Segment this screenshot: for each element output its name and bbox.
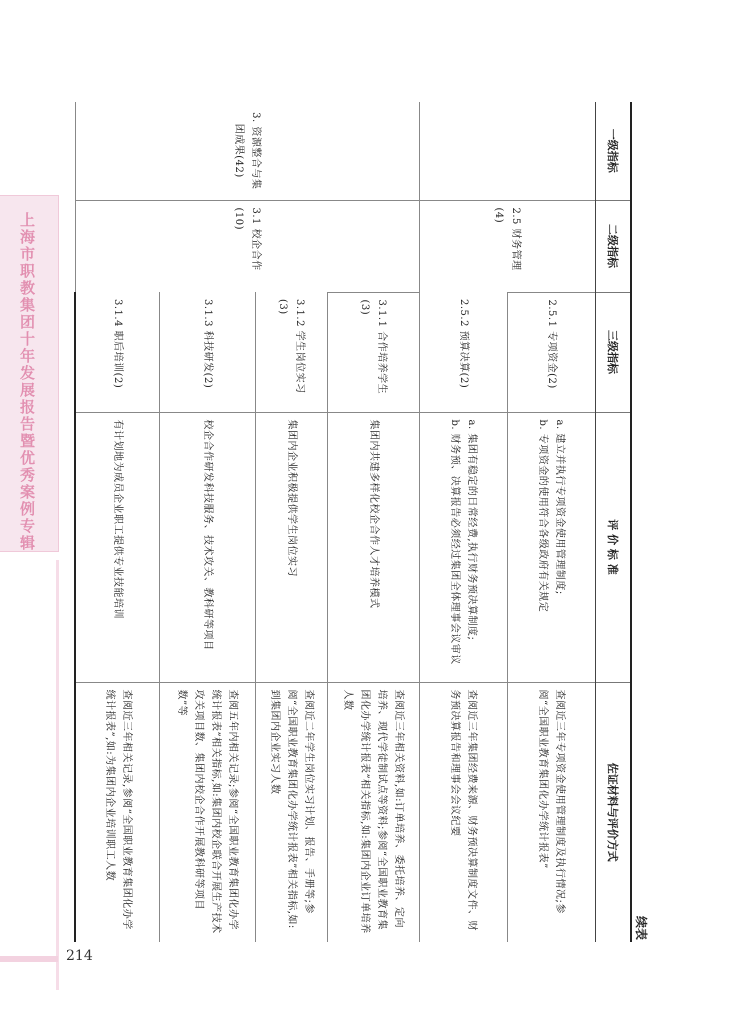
header-evidence: 佐证材料与评价方式 <box>596 682 632 942</box>
criteria-item: b. 财务预、决算报告必须经过集团全体理事会议审议 <box>449 419 461 665</box>
level2-cell: 3.1 校企合作(10) <box>76 200 420 292</box>
evidence-cell: 查阅近三年相关资料,如:订单培养、委托培养、定向培养、现代学徒制试点等资料;参阅“全国职业教育集团化办学统计报表”相关指标,如:集团内企业订单培养人数 <box>328 682 420 942</box>
level3-cell: 3.1.3 科技研发(2) <box>160 292 256 412</box>
page-number: 214 <box>66 948 93 964</box>
evidence-cell: 查阅五年内相关记录;参阅“全国职业教育集团化办学统计报表”相关指标,如:集团内校企联合开展生产技术攻关项目数、集团内校企合作开展教科研等项目数”等 <box>160 682 256 942</box>
side-decor-line <box>56 560 59 990</box>
level2-cell: 2.5 财务管理(4) <box>420 200 596 292</box>
criteria-cell <box>76 412 160 682</box>
criteria-item: a. 集团有稳定的日常经费,执行财务预决算制度; <box>466 419 478 641</box>
criteria-cell <box>160 412 256 682</box>
level3-cell: 2.5.2 预算决算(2) <box>420 292 508 412</box>
evidence-cell: 查阅近三年相关记录,参阅“全国职业教育集团化办学统计报表”,如:为集团内企业培训职工人数 <box>76 682 160 942</box>
level3-cell: 3.1.4 职后培训(2) <box>76 292 160 412</box>
table-header-row <box>596 102 632 942</box>
evaluation-table <box>75 102 633 942</box>
criteria-cell <box>508 412 596 682</box>
evidence-cell: 查阅近二年学生岗位实习计划、报告、手册等;参阅“全国职业教育集团化办学统计报表”相关指标,如:到集团内企业实习人数 <box>256 682 328 942</box>
rotated-table-area <box>103 102 648 942</box>
criteria-cell <box>256 412 328 682</box>
header-criteria: 评 价 标 准 <box>596 412 632 682</box>
level3-cell: 2.5.1 专项资金(2) <box>508 292 596 412</box>
side-band-bottom <box>0 956 58 962</box>
continuation-label: 续表 <box>634 915 648 940</box>
criteria-item: a. 建立并执行专项资金使用管理制度; <box>554 419 566 595</box>
table-row <box>328 102 420 942</box>
header-level3: 三级指标 <box>596 292 632 412</box>
criteria-cell <box>328 412 420 682</box>
header-level1: 一级指标 <box>596 102 632 200</box>
level3-cell: 3.1.1 合作培养学生(3) <box>328 292 420 412</box>
criteria-cell <box>420 412 508 682</box>
criteria-item: 集团内共建多样化校企合作人才培养模式 <box>368 419 379 609</box>
level1-cell: 3. 资源整合与集团成果(42) <box>76 102 420 200</box>
side-book-title: 上海市职教集团十年发展报告暨优秀案例专辑 <box>18 212 36 552</box>
level3-cell: 3.1.2 学生岗位实习(3) <box>256 292 328 412</box>
level1-cell <box>420 102 596 200</box>
criteria-item: 集团内企业积极提供学生岗位实习 <box>286 419 297 577</box>
criteria-item: 有计划地为成员企业职工提供专业技能培训 <box>112 419 124 619</box>
criteria-item: b. 专项资金的使用符合各级政府有关规定 <box>537 419 549 613</box>
table-row <box>508 102 596 942</box>
header-level2: 二级指标 <box>596 200 632 292</box>
evidence-cell: 查阅近三年专项资金使用管理制度及执行情况;参阅“全国职业教育集团化办学统计报表” <box>508 682 596 942</box>
criteria-item: 校企合作研发科技服务、技术攻关、教科研等项目 <box>202 419 213 651</box>
evidence-cell: 查阅近三年集团经费来源、财务预决算制度文件、财务预决算报告和理事会会议纪要 <box>420 682 508 942</box>
